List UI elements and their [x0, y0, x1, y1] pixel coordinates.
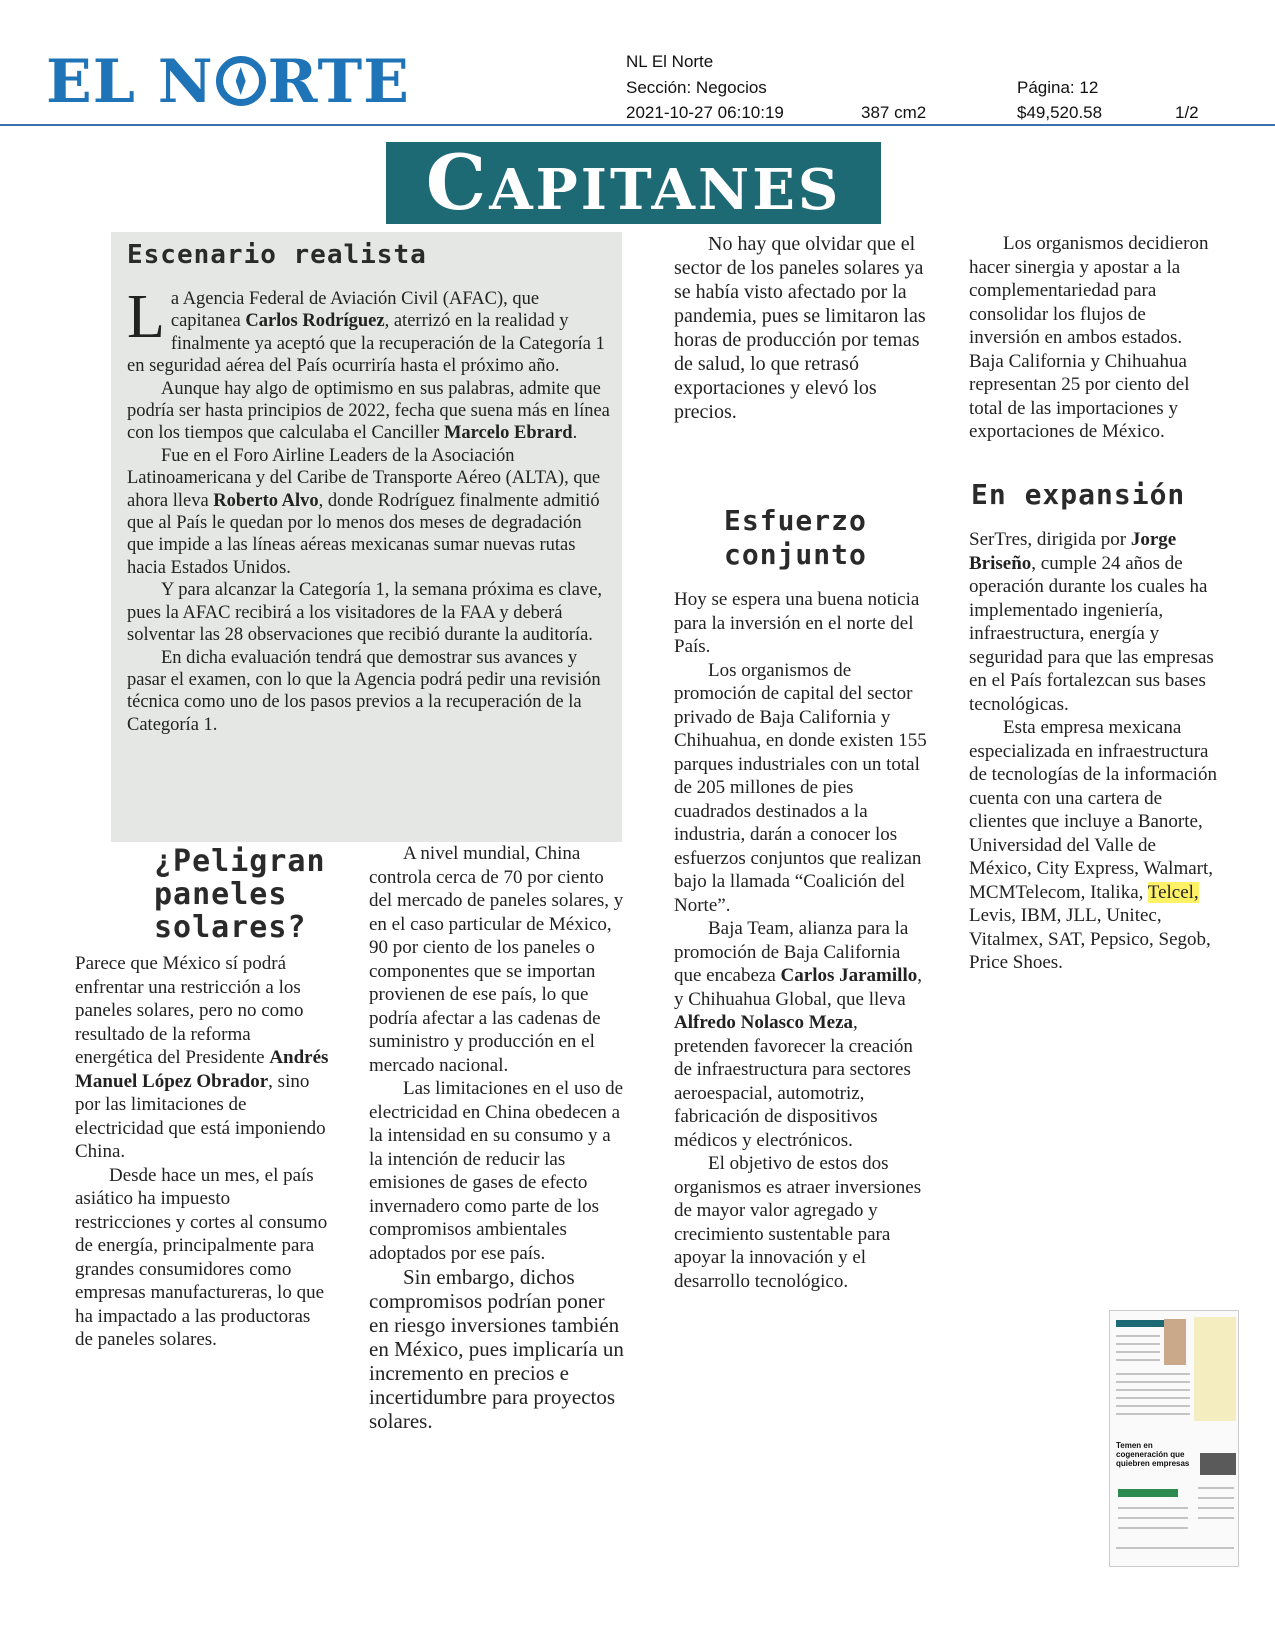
article-title: Esfuerzo conjunto	[724, 504, 867, 571]
article-title: Escenario realista	[127, 240, 427, 270]
thumbnail-text-line	[1116, 1389, 1190, 1391]
capitanes-banner	[386, 138, 881, 227]
thumbnail-text-line	[1116, 1343, 1160, 1345]
thumbnail-text-line	[1116, 1547, 1234, 1549]
drop-cap: L	[127, 283, 165, 351]
paragraph: Los organismos de promoción de capital del sector privado de Baja California y Chihuahua, en donde existen 155 parques industriales con un total de 205 millones de pies cuadrados destinados a la industria, darán a conocer los esfuerzos conjuntos que realizan bajo la llamada “Coalición del Norte”.	[674, 659, 927, 916]
banner-rest: APITANES	[489, 157, 842, 223]
person-name: Marcelo Ebrard	[443, 423, 573, 444]
part-indicator: 1/2	[1175, 103, 1199, 122]
ad-value: $49,520.58	[1017, 103, 1103, 122]
outlet-name: NL El Norte	[626, 52, 714, 71]
compass-icon	[216, 56, 266, 106]
article-body-paneles-col2	[369, 842, 625, 1433]
article-body-paneles-col3	[674, 232, 929, 424]
paragraph: Desde hace un mes, el país asiático ha impuesto restricciones y cortes al consumo de energía, principalmente para grandes consumidores como empresas manufactureras, lo que ha impactado a las productoras de paneles solares.	[75, 1164, 328, 1350]
page-thumbnail	[1109, 1310, 1239, 1567]
page-number: Página: 12	[1017, 78, 1099, 97]
article-body-escenario: La Agencia Federal de Aviación Civil (AFAC), que capitanea Carlos Rodríguez, aterrizó en la realidad y finalmente ya aceptó que la recuperación de la Categoría 1 en seguridad aérea del País ocurriría hasta el próximo año. Aunque hay algo de optimismo en sus palabras, admite que podría ser hasta principios de 2022, fecha que suena más en línea con los tiempos que calculaba el Canciller Marcelo Ebrard. Fue en el Foro Airline Leaders de la Asociación Latinoamericana y del Caribe de Transporte Aéreo (ALTA), que ahora lleva Roberto Alvo, donde Rodríguez finalmente admitió que al País le quedan por lo menos dos meses de degradación que impide a las líneas aéreas mexicanas sumar nuevas rutas hacia Estados Unidos. Y para alcanzar la Categoría 1, la semana próxima es clave, pues la AFAC recibirá a los visitadores de la FAA y deberá solventar las 28 observaciones que recibió durante la auditoría. En dicha evaluación tendrá que demostrar sus avances y pasar el examen, con lo que la Agencia podrá pedir una revisión técnica como uno de los pasos previos a la recuperación de la Categoría 1.	[127, 283, 610, 735]
article-body-esfuerzo-col2	[969, 232, 1219, 444]
paragraph: Y para alcanzar la Categoría 1, la semana próxima es clave, pues la AFAC recibirá a los visitadores de la FAA y deberá solventar las 28 observaciones que recibió durante la auditoría.	[127, 580, 603, 646]
paragraph: No hay que olvidar que el sector de los paneles solares ya se había visto afectado por la pandemia, pues se limitaron las horas de producción por temas de salud, lo que retrasó exportaciones y elevó los precios.	[674, 233, 926, 423]
paragraph: Las limitaciones en el uso de electricidad en China obedecen a la intensidad en su consumo y a la intención de reducir las emisiones de gases de efecto invernadero como parte de los compromisos ambientales adoptados por ese país.	[369, 1078, 624, 1264]
highlighted-company: Telcel,	[1147, 881, 1199, 903]
thumbnail-text-line	[1198, 1487, 1234, 1489]
thumbnail-text-line	[1198, 1507, 1234, 1509]
el-norte-logo	[46, 47, 410, 117]
thumbnail-text-line	[1116, 1381, 1190, 1383]
thumbnail-text-line	[1116, 1359, 1160, 1361]
thumbnail-text-line	[1198, 1517, 1234, 1519]
thumbnail-headline: Temen en cogeneración que quiebren empresas	[1116, 1441, 1190, 1468]
thumbnail-text-line	[1118, 1507, 1188, 1509]
section-label: Sección: Negocios	[626, 78, 767, 97]
person-name: Carlos Rodríguez	[245, 311, 385, 332]
header-rule	[0, 124, 1275, 126]
paragraph: Hoy se espera una buena noticia para la inversión en el norte del País.	[674, 589, 920, 657]
thumbnail-photo	[1164, 1319, 1186, 1365]
paragraph: En dicha evaluación tendrá que demostrar sus avances y pasar el examen, con lo que la Agencia podrá pedir una revisión técnica como uno de los pasos previos a la recuperación de la Categoría 1.	[127, 647, 601, 735]
thumbnail-banner	[1116, 1320, 1164, 1327]
thumbnail-text-line	[1118, 1527, 1188, 1529]
thumbnail-column	[1194, 1317, 1236, 1421]
article-body-esfuerzo: Hoy se espera una buena noticia para la inversión en el norte del País. Los organismos de promoción de capital del sector privado de Baja California y Chihuahua, en donde existen 155 parques industriales con un total de 205 millones de pies cuadrados destinados a la industria, darán a conocer los esfuerzos conjuntos que realizan bajo la llamada “Coalición del Norte”. Baja Team, alianza para la promoción de Baja California que encabeza Carlos Jaramillo, y Chihuahua Global, que lleva Alfredo Nolasco Meza, pretenden favorecer la creación de infraestructura para sectores aeroespacial, automotriz, fabricación de dispositivos médicos y electrónicos. El objetivo de estos dos organismos es atraer inversiones de mayor valor agregado y crecimiento sustentable para apoyar la innovación y el desarrollo tecnológico.	[674, 588, 929, 1293]
thumbnail-text-line	[1116, 1373, 1190, 1375]
article-title: ¿Peligran paneles solares?	[154, 844, 326, 945]
thumbnail-text-line	[1116, 1351, 1160, 1353]
banner-initial: C	[425, 138, 490, 227]
thumbnail-text-line	[1116, 1405, 1190, 1407]
article-title: En expansión	[971, 478, 1186, 511]
person-name: Jorge Briseño	[969, 529, 1177, 574]
publish-datetime: 2021-10-27 06:10:19	[626, 103, 784, 122]
paragraph: A nivel mundial, China controla cerca de 70 por ciento del mercado de paneles solares, y en el caso particular de México, 90 por ciento de los paneles o componentes que se importan provienen de ese país, lo que podría afectar a las cadenas de suministro y producción en el mercado nacional.	[369, 843, 624, 1076]
article-body-paneles-col1: Parece que México sí podrá enfrentar una restricción a los paneles solares, pero no como resultado de la reforma energética del Presidente Andrés Manuel López Obrador, sino por las limitaciones de electricidad que está imponiendo China. Desde hace un mes, el país asiático ha impuesto restricciones y cortes al consumo de energía, principalmente para grandes consumidores como empresas manufactureras, lo que ha impactado a las productoras de paneles solares.	[75, 953, 329, 1350]
logo-text-left: EL N	[46, 47, 214, 117]
thumbnail-text-line	[1198, 1497, 1234, 1499]
person-name: Andrés Manuel López Obrador	[75, 1047, 329, 1092]
person-name: Roberto Alvo	[213, 490, 319, 511]
thumbnail-text-line	[1116, 1397, 1190, 1399]
area-size: 387 cm2	[861, 103, 927, 122]
person-name: Alfredo Nolasco Meza	[674, 1012, 854, 1033]
person-name: Carlos Jaramillo	[780, 965, 918, 986]
thumbnail-text-line	[1116, 1413, 1190, 1415]
thumbnail-chart	[1118, 1489, 1178, 1497]
paragraph: Sin embargo, dichos compromisos podrían poner en riesgo inversiones también en México, pues implicaría un incremento en precios e incertidumbre para proyectos solares.	[369, 1265, 624, 1433]
article-body-expansion: SerTres, dirigida por Jorge Briseño, cumple 24 años de operación durante los cuales ha implementado ingeniería, infraestructura, energía y seguridad para que las empresas en el País fortalezcan sus bases tecnológicas. Esta empresa mexicana especializada en infraestructura de tecnologías de la información cuenta con una cartera de clientes que incluye a Banorte, Universidad del Valle de México, City Express, Walmart, MCMTelecom, Italika, Telcel, Levis, IBM, JLL, Unitec, Vitalmex, SAT, Pepsico, Segob, Price Shoes.	[969, 529, 1217, 973]
paragraph: Los organismos decidieron hacer sinergia y apostar a la complementariedad para consolidar los flujos de inversión en ambos estados. Baja California y Chihuahua representan 25 por ciento del total de las importaciones y exportaciones de México.	[969, 233, 1209, 442]
thumbnail-text-line	[1118, 1517, 1188, 1519]
logo-text-right: RTE	[267, 47, 410, 117]
paragraph: El objetivo de estos dos organismos es atraer inversiones de mayor valor agregado y crecimiento sustentable para apoyar la innovación y el desarrollo tecnológico.	[674, 1153, 922, 1292]
thumbnail-text-line	[1116, 1335, 1160, 1337]
thumbnail-image	[1200, 1453, 1236, 1475]
